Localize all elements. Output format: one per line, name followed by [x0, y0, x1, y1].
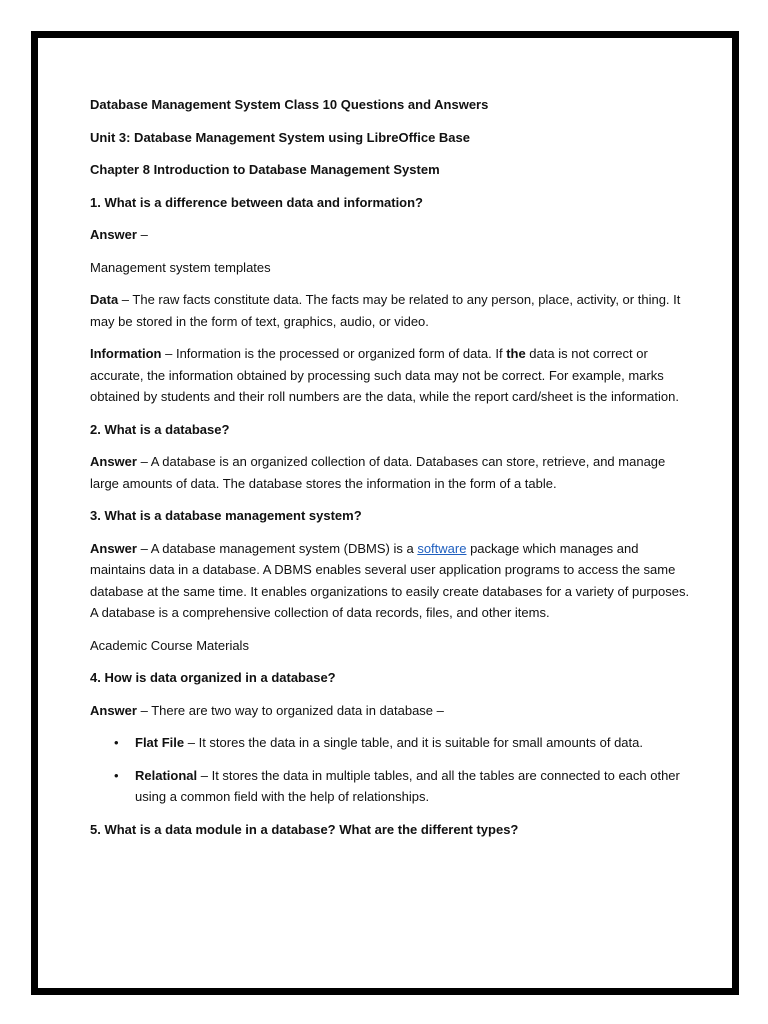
bullet-icon: •	[114, 767, 119, 783]
answer-3-text-b: package which manages and maintains data in a database. A DBMS enables several user application programs to access the same database at the same time. It enables organizations to easily create databases for a variety of purposes. A database is a comprehensive collection of data records, files, and other items.	[90, 540, 690, 620]
question-1: 1. What is a difference between data and information?	[90, 194, 423, 210]
information-text-a: – Information is the processed or organized form of data. If	[161, 346, 507, 361]
page-frame	[31, 31, 739, 995]
information-text-b: data is not correct or accurate, the information obtained by processing such data may not be correct. For example, marks obtained by students and their roll numbers are the data, while the report card/sheet is the information.	[90, 346, 679, 404]
question-4: 4. How is data organized in a database?	[90, 670, 336, 685]
bullet-text: – It stores the data in a single table, and it is suitable for small amounts of data.	[184, 735, 643, 750]
data-term: Data	[90, 292, 119, 307]
answer-2	[90, 451, 690, 494]
answer-2-label: Answer	[90, 454, 137, 469]
answer-3	[90, 538, 690, 624]
question-3: 3. What is a database management system?	[90, 508, 362, 523]
document-title: Database Management System Class 10 Questions and Answers	[90, 97, 489, 112]
question-2: 2. What is a database?	[90, 421, 230, 437]
data-definition	[90, 289, 690, 332]
answer-4	[90, 700, 690, 722]
answer-2-text: – A database is an organized collection of data. Databases can store, retrieve, and manage large amounts of data. The database stores the information in the form of a table.	[90, 454, 666, 491]
bullet-icon: •	[114, 735, 119, 750]
answer-label: Answer	[90, 227, 137, 242]
information-bold-the: the	[506, 346, 526, 361]
question-5: 5. What is a data module in a database? What are the different types?	[90, 821, 519, 837]
list-item	[114, 732, 690, 754]
information-term: Information	[90, 346, 162, 361]
bullet-text: – It stores the data in multiple tables, and all the tables are connected to each other using a common field with the help of relationships.	[135, 767, 680, 804]
answer-1-label-line	[90, 224, 690, 246]
answer-3-label: Answer	[90, 540, 137, 556]
bullet-term: Relational	[135, 767, 198, 783]
answer-3-text-a: – A database management system (DBMS) is a	[136, 540, 418, 556]
list-item	[114, 765, 690, 808]
unit-heading: Unit 3: Database Management System using LibreOffice Base	[90, 129, 470, 145]
information-definition	[90, 343, 690, 408]
ad-text-2[interactable]: Academic Course Materials	[90, 637, 249, 653]
answer-dash: –	[136, 227, 148, 242]
document-body	[90, 94, 690, 851]
ad-text-1[interactable]: Management system templates	[90, 259, 271, 275]
chapter-heading: Chapter 8 Introduction to Database Management System	[90, 162, 440, 177]
bullet-list	[90, 732, 690, 808]
data-text: – The raw facts constitute data. The facts may be related to any person, place, activity, or thing. It may be stored in the form of text, graphics, audio, or video.	[90, 292, 681, 329]
answer-4-label: Answer	[90, 702, 137, 718]
software-link[interactable]: software	[417, 540, 467, 556]
bullet-term: Flat File	[135, 735, 185, 750]
answer-4-text: – There are two way to organized data in database –	[136, 702, 444, 718]
